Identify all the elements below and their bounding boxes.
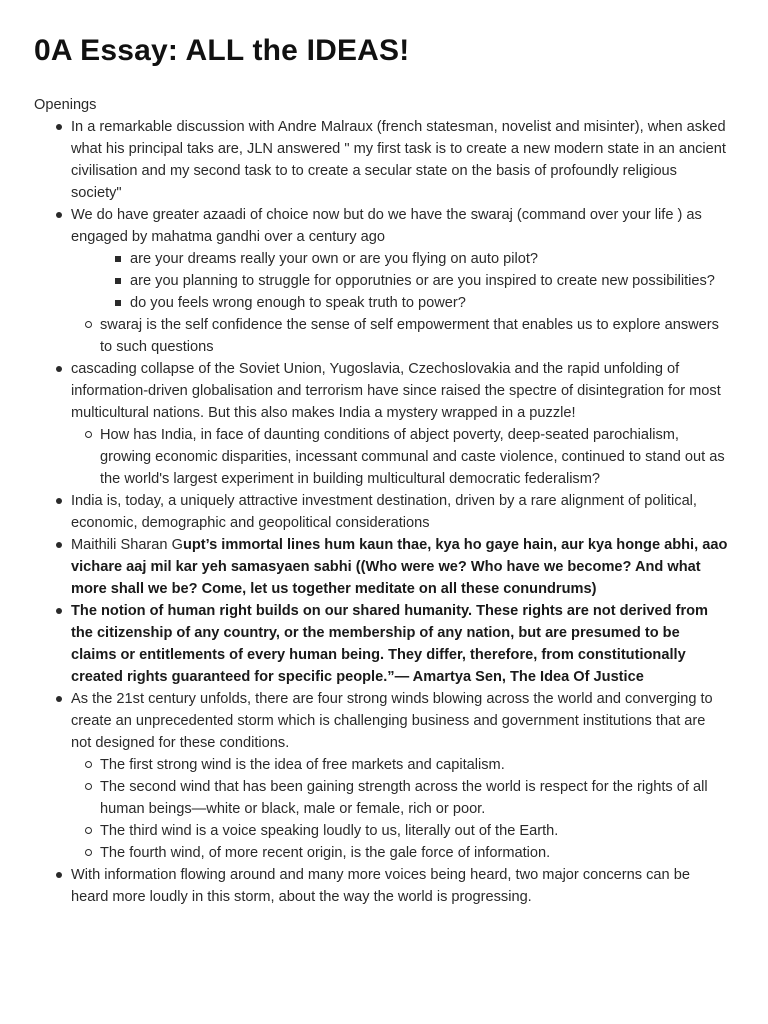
list-item-text: In a remarkable discussion with Andre Malraux (french statesman, novelist and misinter), when asked what his principal taks are, JLN answered " my first task is to create a new modern state in an ancient civilisation and my second task to to create a secular state on the basis of profoundly religious society" xyxy=(71,119,726,201)
list-item-investment xyxy=(34,490,728,534)
openings-list xyxy=(34,116,728,908)
list-item-india-question: How has India, in face of daunting conditions of abject poverty, deep-seated parochialism, growing economic disparities, incessant communal and caste violence, continued to stand out as the world's largest experiment in building multicultural democratic federalism? xyxy=(71,424,728,490)
list-item-wind: The fourth wind, of more recent origin, is the gale force of information. xyxy=(71,842,728,864)
list-item-information-flow xyxy=(34,864,728,908)
list-item-text: With information flowing around and many more voices being heard, two major concerns can be heard more loudly in this storm, about the way the world is progressing. xyxy=(71,867,690,905)
list-item-maithili-gupt xyxy=(34,534,728,600)
list-item-text: We do have greater azaadi of choice now but do we have the swaraj (command over your life ) as engaged by mahatma gandhi over a century ago xyxy=(71,207,702,245)
list-item-text: Maithili Sharan G xyxy=(71,537,183,553)
list-item-wind: The first strong wind is the idea of free markets and capitalism. xyxy=(71,754,728,776)
list-item-text: As the 21st century unfolds, there are four strong winds blowing across the world and converging to create an unprecedented storm which is challenging business and government institutions that are not designed for these conditions. xyxy=(71,691,713,751)
list-item-question: do you feels wrong enough to speak truth to power? xyxy=(71,292,728,314)
list-item-soviet-collapse xyxy=(34,358,728,490)
list-item-bold-text: The notion of human right builds on our shared humanity. These rights are not derived from the citizenship of any country, or the membership of any nation, but are presumed to be claims or entitlements of every human being. They differ, therefore, from constitutionally created rights guaranteed for specific people.”— Amartya Sen, The Idea Of Justice xyxy=(71,603,709,685)
list-item-four-winds xyxy=(34,688,728,864)
india-question-list xyxy=(71,424,728,490)
list-item-malraux xyxy=(34,116,728,204)
list-item-swaraj xyxy=(34,204,728,358)
page-title: 0A Essay: ALL the IDEAS! xyxy=(34,34,410,67)
list-item-amartya-sen-quote xyxy=(34,600,728,688)
list-item-wind: The second wind that has been gaining strength across the world is respect for the rights of all human beings—white or black, male or female, rich or poor. xyxy=(71,776,728,820)
section-label-openings: Openings xyxy=(34,97,97,113)
list-item-question: are you planning to struggle for opporutnies or are you inspired to create new possibilities? xyxy=(71,270,728,292)
list-item-swaraj-note: swaraj is the self confidence the sense of self empowerment that enables us to explore answers to such questions xyxy=(71,314,728,358)
list-item-text: cascading collapse of the Soviet Union, Yugoslavia, Czechoslovakia and the rapid unfolding of information-driven globalisation and terrorism have since raised the spectre of disintegration for most multicultural nations. But this also makes India a mystery wrapped in a puzzle! xyxy=(71,361,721,421)
list-item-bold-text: upt’s immortal lines hum kaun thae, kya ho gaye hain, aur kya honge abhi, aao vichare aaj mil kar yeh samasyaen sabhi ((Who were we? Who have we become? And what more shall we be? Come, let us together meditate on all these conundrums) xyxy=(71,537,728,597)
list-item-text: India is, today, a uniquely attractive investment destination, driven by a rare alignment of political, economic, demographic and geopolitical considerations xyxy=(71,493,697,531)
list-item-question: are your dreams really your own or are you flying on auto pilot? xyxy=(71,248,728,270)
swaraj-note-list xyxy=(71,314,728,358)
list-item-wind: The third wind is a voice speaking loudly to us, literally out of the Earth. xyxy=(71,820,728,842)
swaraj-questions-list xyxy=(71,248,728,314)
winds-list xyxy=(71,754,728,864)
